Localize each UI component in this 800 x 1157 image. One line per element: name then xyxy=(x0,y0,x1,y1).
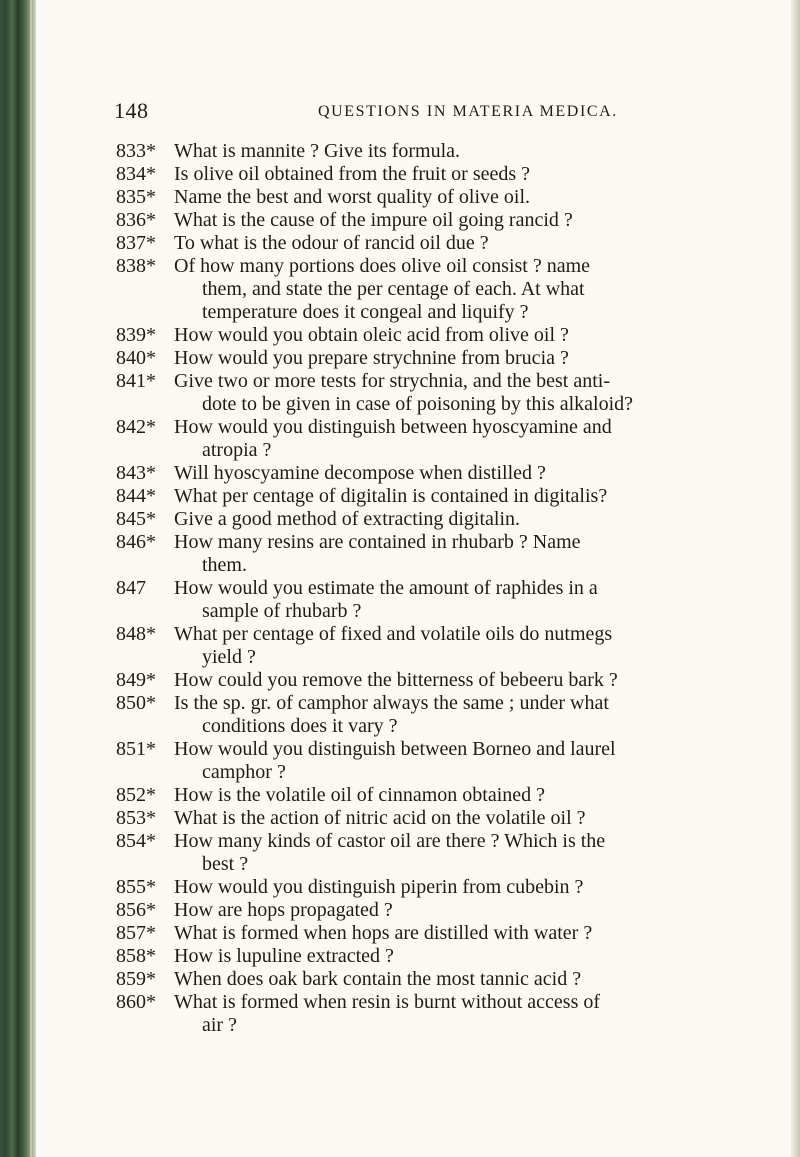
question-number: 838* xyxy=(116,255,156,277)
question-item xyxy=(116,968,788,991)
question-text-continuation: yield ? xyxy=(202,646,256,668)
question-number: 847 xyxy=(116,577,146,599)
question-item xyxy=(116,347,788,370)
question-text: What is the action of nitric acid on the volatile oil ? xyxy=(174,807,586,829)
question-item xyxy=(116,577,788,623)
question-number: 858* xyxy=(116,945,156,967)
question-item xyxy=(116,876,788,899)
question-text: How many resins are contained in rhubarb ? Name xyxy=(174,531,581,553)
question-number: 842* xyxy=(116,416,156,438)
question-number: 851* xyxy=(116,738,156,760)
question-item xyxy=(116,209,788,232)
question-text: What per centage of digitalin is contained in digitalis? xyxy=(174,485,608,507)
question-number: 854* xyxy=(116,830,156,852)
question-text: Name the best and worst quality of olive oil. xyxy=(174,186,531,208)
question-text-continuation: camphor ? xyxy=(202,761,286,783)
question-text: How would you obtain oleic acid from olive oil ? xyxy=(174,324,569,346)
question-item xyxy=(116,922,788,945)
question-text: What is formed when hops are distilled with water ? xyxy=(174,922,593,944)
question-item xyxy=(116,945,788,968)
question-number: 848* xyxy=(116,623,156,645)
question-text: What is mannite ? Give its formula. xyxy=(174,140,461,162)
question-number: 855* xyxy=(116,876,156,898)
question-text: How many kinds of castor oil are there ? Which is the xyxy=(174,830,606,852)
question-text: How would you estimate the amount of raphides in a xyxy=(174,577,598,599)
question-number: 860* xyxy=(116,991,156,1013)
question-number: 834* xyxy=(116,163,156,185)
question-number: 844* xyxy=(116,485,156,507)
question-text: Is the sp. gr. of camphor always the same ; under what xyxy=(174,692,609,714)
question-text: How would you prepare strychnine from brucia ? xyxy=(174,347,569,369)
question-number: 852* xyxy=(116,784,156,806)
question-text: To what is the odour of rancid oil due ? xyxy=(174,232,489,254)
question-item xyxy=(116,830,788,876)
question-item xyxy=(116,899,788,922)
question-text: What is formed when resin is burnt without access of xyxy=(174,991,601,1013)
question-number: 840* xyxy=(116,347,156,369)
question-number: 843* xyxy=(116,462,156,484)
question-number: 849* xyxy=(116,669,156,691)
question-item xyxy=(116,692,788,738)
question-item xyxy=(116,807,788,830)
question-item xyxy=(116,324,788,347)
question-text: How are hops propagated ? xyxy=(174,899,393,921)
question-number: 853* xyxy=(116,807,156,829)
question-item xyxy=(116,623,788,669)
question-item xyxy=(116,416,788,462)
question-text-continuation: conditions does it vary ? xyxy=(202,715,398,737)
question-text: Give two or more tests for strychnia, and the best anti- xyxy=(174,370,610,392)
question-text: Is olive oil obtained from the fruit or seeds ? xyxy=(174,163,531,185)
question-number: 856* xyxy=(116,899,156,921)
question-item xyxy=(116,669,788,692)
page-number: 148 xyxy=(114,98,149,123)
question-item xyxy=(116,232,788,255)
question-item xyxy=(116,370,788,416)
question-text: How is the volatile oil of cinnamon obtained ? xyxy=(174,784,546,806)
question-text-continuation: them. xyxy=(202,554,247,576)
question-text: How would you distinguish between hyoscyamine and xyxy=(174,416,612,438)
question-item xyxy=(116,991,788,1037)
question-number: 850* xyxy=(116,692,156,714)
question-text: Give a good method of extracting digitalin. xyxy=(174,508,521,530)
question-number: 859* xyxy=(116,968,156,990)
question-item xyxy=(116,738,788,784)
question-number: 835* xyxy=(116,186,156,208)
question-text: How could you remove the bitterness of bebeeru bark ? xyxy=(174,669,618,691)
question-item xyxy=(116,531,788,577)
question-text-continuation: temperature does it congeal and liquify ? xyxy=(202,301,529,323)
question-text: Of how many portions does olive oil consist ? name xyxy=(174,255,591,277)
question-text: When does oak bark contain the most tannic acid ? xyxy=(174,968,582,990)
question-item xyxy=(116,186,788,209)
question-text: How is lupuline extracted ? xyxy=(174,945,394,967)
question-number: 836* xyxy=(116,209,156,231)
question-text: How would you distinguish piperin from cubebin ? xyxy=(174,876,584,898)
question-item xyxy=(116,485,788,508)
question-number: 845* xyxy=(116,508,156,530)
question-item xyxy=(116,163,788,186)
question-text: What per centage of fixed and volatile oils do nutmegs xyxy=(174,623,613,645)
question-number: 837* xyxy=(116,232,156,254)
question-number: 839* xyxy=(116,324,156,346)
question-number: 833* xyxy=(116,140,156,162)
running-head: QUESTIONS IN MATERIA MEDICA. xyxy=(318,103,618,120)
question-item xyxy=(116,784,788,807)
question-number: 846* xyxy=(116,531,156,553)
question-number: 857* xyxy=(116,922,156,944)
question-item xyxy=(116,462,788,485)
question-text: How would you distinguish between Borneo and laurel xyxy=(174,738,616,760)
question-text: Will hyoscyamine decompose when distilled ? xyxy=(174,462,546,484)
question-item xyxy=(116,255,788,324)
question-text-continuation: atropia ? xyxy=(202,439,272,461)
question-text-continuation: air ? xyxy=(202,1014,237,1036)
question-item xyxy=(116,140,788,163)
question-text-continuation: sample of rhubarb ? xyxy=(202,600,362,622)
question-text-continuation: best ? xyxy=(202,853,249,875)
question-item xyxy=(116,508,788,531)
question-text: What is the cause of the impure oil going rancid ? xyxy=(174,209,573,231)
question-number: 841* xyxy=(116,370,156,392)
question-text-continuation: them, and state the per centage of each. At what xyxy=(202,278,585,300)
question-text-continuation: dote to be given in case of poisoning by this alkaloid? xyxy=(202,393,634,415)
